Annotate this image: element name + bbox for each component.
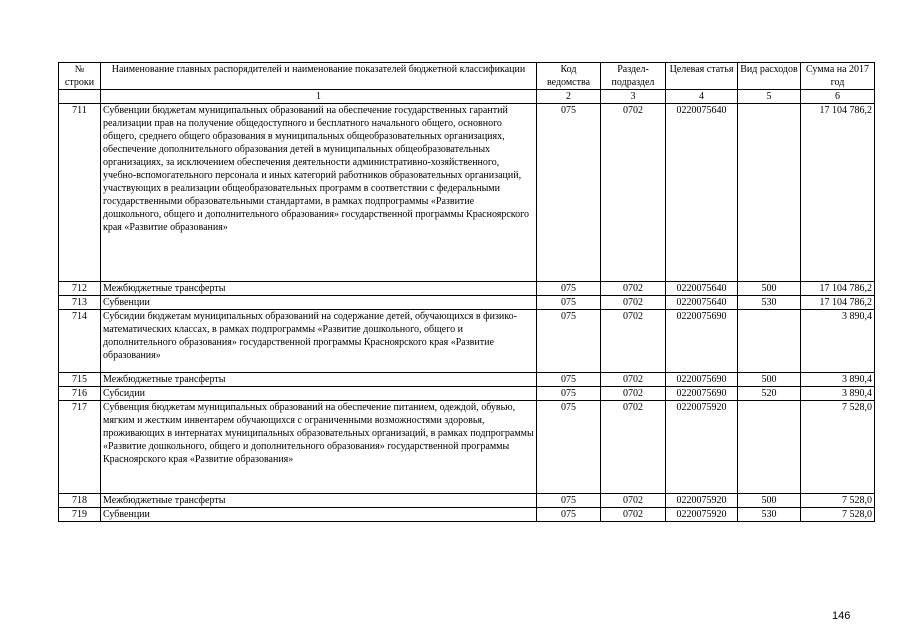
row-section: 0702 [601,494,666,508]
row-section: 0702 [601,387,666,401]
table-row [59,401,875,494]
header-name: Наименование главных распорядителей и наименование показателей бюджетной классификации [101,63,537,90]
row-section: 0702 [601,282,666,296]
row-sum: 17 104 786,2 [801,104,875,282]
header-sum: Сумма на 2017 год [801,63,875,90]
table-row [59,387,875,401]
row-name: Субсидии бюджетам муниципальных образований на содержание детей, обучающихся в физико-математических классах, в рамках подпрограммы «Развитие дошкольного, общего и дополнительного образования» государственной программы Красноярского края «Развитие образования» [101,310,537,373]
table-row [59,508,875,522]
row-number: 712 [59,282,101,296]
row-sum: 17 104 786,2 [801,282,875,296]
header-row [59,63,875,90]
row-target: 0220075640 [666,296,738,310]
row-section: 0702 [601,373,666,387]
row-section: 0702 [601,296,666,310]
row-target: 0220075690 [666,387,738,401]
row-number: 714 [59,310,101,373]
row-target: 0220075690 [666,373,738,387]
row-type: 530 [738,296,801,310]
row-number: 713 [59,296,101,310]
row-target: 0220075640 [666,104,738,282]
row-section: 0702 [601,310,666,373]
row-target: 0220075640 [666,282,738,296]
column-number: 1 [101,90,537,104]
row-sum: 3 890,4 [801,310,875,373]
row-sum: 17 104 786,2 [801,296,875,310]
row-code: 075 [537,310,601,373]
table-row [59,373,875,387]
row-name: Межбюджетные трансферты [101,494,537,508]
row-sum: 7 528,0 [801,401,875,494]
row-type: 530 [738,508,801,522]
row-section: 0702 [601,401,666,494]
column-number: 5 [738,90,801,104]
row-target: 0220075920 [666,508,738,522]
table-row [59,282,875,296]
table-row [59,310,875,373]
table-row [59,104,875,282]
row-sum: 3 890,4 [801,373,875,387]
row-sum: 7 528,0 [801,508,875,522]
row-name: Субвенция бюджетам муниципальных образований на обеспечение питанием, одеждой, обувью, мягким и жестким инвентарем обучающихся с ограниченными возможностями здоровья, проживающих в интернатах муниципальных образовательных организаций, в рамках подпрограммы «Развитие дошкольного, общего и дополнительного образования» государственной программы Красноярского края «Развитие образования» [101,401,537,494]
row-number: 719 [59,508,101,522]
row-target: 0220075690 [666,310,738,373]
row-type: 500 [738,282,801,296]
header-type: Вид расходов [738,63,801,90]
column-number-blank [59,90,101,104]
row-number: 711 [59,104,101,282]
column-number-row [59,90,875,104]
row-name: Субсидии [101,387,537,401]
column-number: 6 [801,90,875,104]
column-number: 2 [537,90,601,104]
row-type: 500 [738,494,801,508]
row-code: 075 [537,387,601,401]
row-code: 075 [537,104,601,282]
row-number: 717 [59,401,101,494]
row-target: 0220075920 [666,401,738,494]
page-number: 146 [832,610,851,622]
row-type [738,104,801,282]
row-sum: 7 528,0 [801,494,875,508]
row-target: 0220075920 [666,494,738,508]
row-name: Субвенции бюджетам муниципальных образований на обеспечение государственных гарантий реализации прав на получение общедоступного и бесплатного начального общего, основного общего, среднего общего образования в муниципальных общеобразовательных организациях, обеспечение дополнительного образования детей в муниципальных общеобразовательных организациях, за исключением обеспечения деятельности административно-хозяйственного, учебно-вспомогательного персонала и иных категорий работников образовательных организаций, участвующих в реализации общеобразовательных программ в соответствии с федеральными государственными образовательными стандартами, в рамках подпрограммы «Развитие дошкольного, общего и дополнительного образования» государственной программы Красноярского края «Развитие образования» [101,104,537,282]
row-code: 075 [537,373,601,387]
row-number: 716 [59,387,101,401]
row-type [738,310,801,373]
budget-table [58,62,875,522]
row-number: 718 [59,494,101,508]
row-type [738,401,801,494]
row-name: Субвенции [101,508,537,522]
row-sum: 3 890,4 [801,387,875,401]
row-section: 0702 [601,508,666,522]
row-name: Межбюджетные трансферты [101,282,537,296]
column-number: 3 [601,90,666,104]
row-type: 520 [738,387,801,401]
row-code: 075 [537,401,601,494]
row-code: 075 [537,296,601,310]
row-code: 075 [537,508,601,522]
row-name: Субвенции [101,296,537,310]
row-name: Межбюджетные трансферты [101,373,537,387]
row-section: 0702 [601,104,666,282]
header-target: Целевая статья [666,63,738,90]
table-row [59,296,875,310]
header-section: Раздел-подраздел [601,63,666,90]
table-row [59,494,875,508]
header-code: Код ведомства [537,63,601,90]
column-number: 4 [666,90,738,104]
row-code: 075 [537,494,601,508]
row-type: 500 [738,373,801,387]
header-row-no: № строки [59,63,101,90]
row-code: 075 [537,282,601,296]
row-number: 715 [59,373,101,387]
